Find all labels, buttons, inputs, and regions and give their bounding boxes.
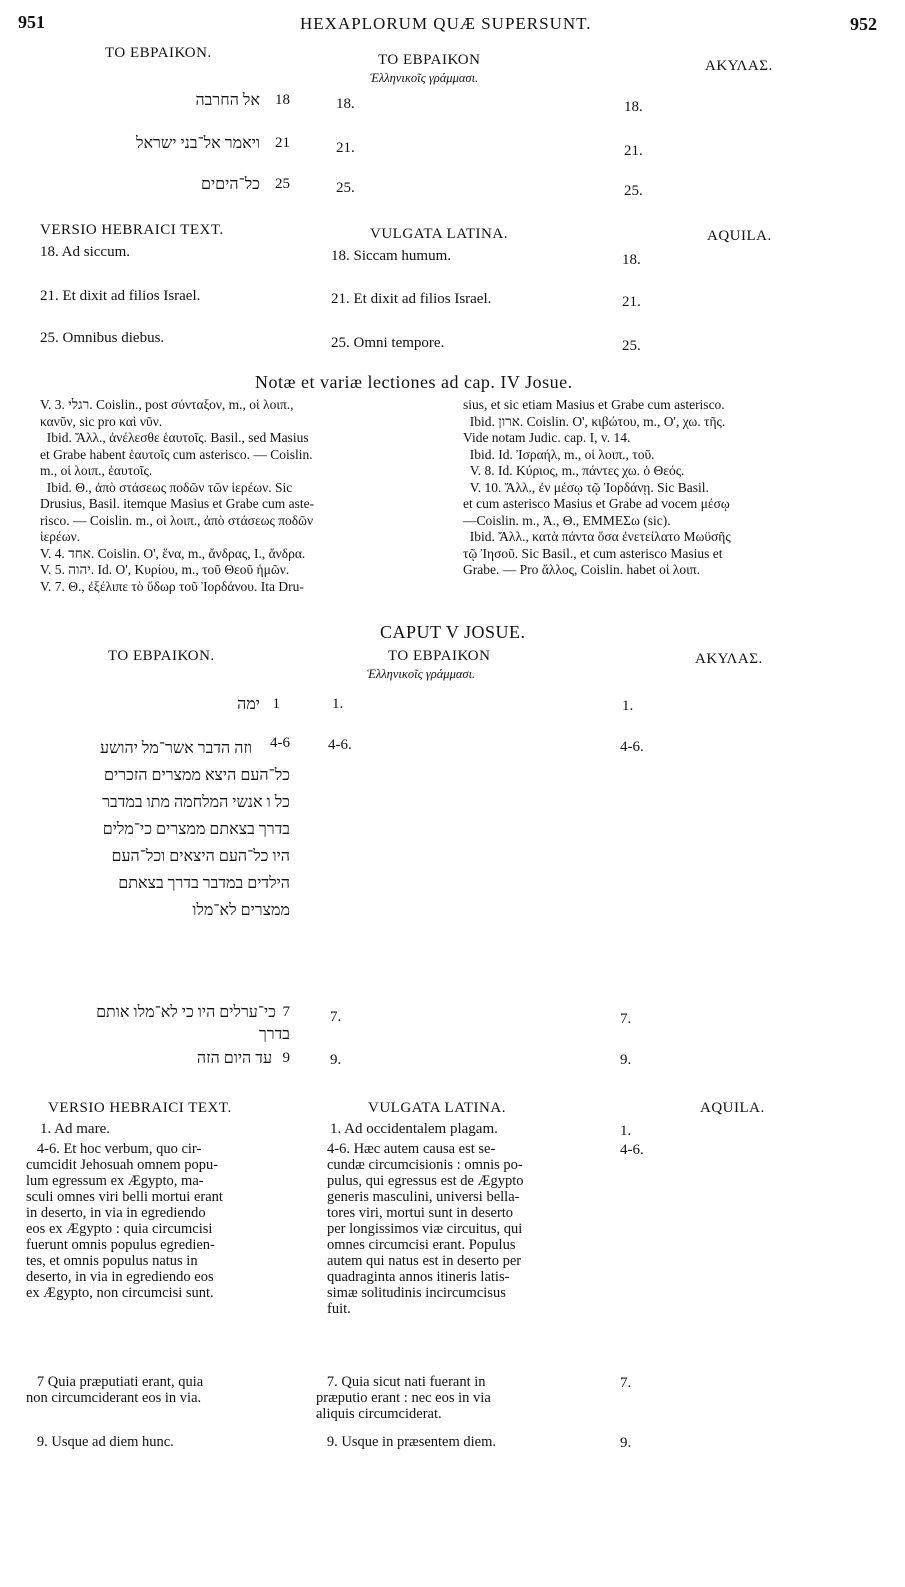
hebrew-text: ויאמר אל־בני ישראל [135, 135, 260, 152]
versio-column-head: VERSIO HEBRAICI TEXT. [48, 1100, 232, 1116]
hebrew-text-line: כל ו אנשי המלחמה מתו במדבר [102, 794, 290, 811]
hebrew-text-line: הילדים במדבר בדרך בצאתם [118, 875, 290, 892]
verse-number: 21 [275, 135, 290, 151]
vulgata-verse: 25. Omni tempore. [331, 335, 445, 351]
aquila-verse: 18. [624, 99, 643, 115]
aquila-verse: 4-6. [620, 739, 644, 755]
vulgata-verse: 21. Et dixit ad filios Israel. [331, 291, 492, 307]
translit-verse: 7. [330, 1009, 342, 1025]
notes-right-column: sius, et sic etiam Masius et Grabe cum asterisco. Ibid. ארון. Coislin. O', κιβώτου, m., O', χω. τῆς. Vide notam Judic. cap. I, v. 14. Ibid. Id. Ἰσραήλ, m., οἱ λοιπ., τοῦ. V. 8. Id. Κύριος, m., πάντες χω. ὁ Θεός. V. 10. Ἄλλ., ἐν μέσῳ τῷ Ἰορδάνῃ. Sic Basil. et cum asterisco Masius et Grabe ad vocem μέσῳ —Coislin. m., Ἀ., Θ., ΕΜΜΕΣω (sic). Ibid. Ἄλλ., κατὰ πάντα ὅσα ἐνετείλατο Μωϋσῆς τῷ Ἰησοῦ. Sic Basil., et cum asterisco Masius et Grabe. — Pro ἄλλος, Coislin. habet οἱ λοιπ. [463, 397, 731, 577]
hebrew-text: עד היום הזה [196, 1050, 272, 1067]
vulgata-verse: 9. Usque in præsentem diem. [316, 1434, 497, 1450]
versio-verse: 25. Omnibus diebus. [40, 330, 165, 346]
versio-verse: 21. Et dixit ad filios Israel. [40, 288, 201, 304]
aquila-latin-verse: 4-6. [620, 1142, 644, 1158]
verse-number: 7 [282, 1004, 290, 1020]
translit-verse: 9. [330, 1052, 342, 1068]
aquila-verse: 9. [620, 1052, 632, 1068]
translit-column-head: ΤΟ ΕΒΡΑΙΚΟΝ [378, 52, 481, 68]
aquila-verse: 21. [624, 143, 643, 159]
verse-number: 18 [275, 92, 290, 108]
hebrew-text-line: בדרך [258, 1026, 290, 1043]
translit-verse: 18. [336, 96, 355, 112]
versio-verse: 7 Quia præputiati erant, quia non circumciderant eos in via. [26, 1374, 204, 1406]
vulgata-verse: 18. Siccam humum. [331, 248, 451, 264]
aquila-latin-verse: 9. [620, 1435, 632, 1451]
vulgata-verse: 4-6. Hæc autem causa est se- cundæ circumcisionis : omnis po- pulus, qui egressus est de Ægypto generis masculini, universi bella- tores viri, mortui sunt in deserto per longissimos viæ circuitus, qui omnes circumcisi erant. Populus autem qui natus est in deserto per quadraginta annos itineris latis- simæ solitudinis incircumcisus fuit. [327, 1141, 524, 1317]
aquila-verse: 25. [624, 183, 643, 199]
vulgata-column-head: VULGATA LATINA. [370, 226, 508, 242]
hebrew-text: אל החרבה [195, 92, 260, 109]
aquila-column-head: ΑΚΥΛΑΣ. [695, 651, 763, 667]
page-number-left: 951 [18, 12, 45, 32]
translit-verse: 21. [336, 140, 355, 156]
hebrew-column-head: ΤΟ ΕΒΡΑΙΚΟΝ. [105, 45, 212, 61]
verse-number: 4-6 [270, 735, 290, 751]
hebrew-column-head: ΤΟ ΕΒΡΑΙΚΟΝ. [108, 648, 215, 664]
vulgata-column-head: VULGATA LATINA. [368, 1100, 506, 1116]
aquila-latin-verse: 18. [622, 252, 641, 268]
versio-verse: 9. Usque ad diem hunc. [26, 1434, 174, 1450]
versio-verse: 18. Ad siccum. [40, 244, 130, 260]
aquila-latin-verse: 25. [622, 338, 641, 354]
verse-number: 9 [282, 1050, 290, 1066]
notes-title: Notæ et variæ lectiones ad cap. IV Josue. [255, 372, 573, 392]
hebrew-text: ימה [237, 696, 260, 713]
hebrew-text-line: כי־ערלים היו כי לא־מלו אותם [96, 1004, 276, 1021]
hebrew-text-line: כל־העם היצא ממצרים הזכרים [104, 767, 290, 784]
vulgata-verse: 7. Quia sicut nati fuerant in præputio erant : nec eos in via aliquis circumciderat. [316, 1374, 491, 1422]
versio-verse: 1. Ad mare. [40, 1121, 110, 1137]
notes-left-column: V. 3. רגלי. Coislin., post σύνταξον, m., οἱ λοιπ., κανῦν, sic pro καὶ νῦν. Ibid. Ἄλλ., ἀνέλεσθε ἑαυτοῖς. Basil., sed Masius et Grabe habent ἑαυτοῖς cum asterisco. — Coislin. m., οἱ λοιπ., ἑαυτοῖς. Ibid. Θ., ἀπὸ στάσεως ποδῶν τῶν ἱερέων. Sic Drusius, Basil. itemque Masius et Grabe cum aste- risco. — Coislin. m., οἱ λοιπ., ἀπὸ στάσεως ποδῶν ἱερέων. V. 4. אחד. Coislin. O', ἕνα, m., ἄνδρας, Ι., ἄνδρα. V. 5. יהוה. Id. O', Κυρίου, m., τοῦ Θεοῦ ἡμῶν. V. 7. Θ., ἐξέλιπε τὸ ὕδωρ τοῦ Ἰορδάνου. Ita Dru- [40, 397, 315, 594]
aquila-latin-verse: 1. [620, 1123, 632, 1139]
translit-verse: 1. [332, 696, 344, 712]
translit-column-subhead: Ἑλληνικοῖς γράμμασι. [370, 71, 479, 85]
hebrew-text-line: וזה הדבר אשר־מל יהושע [100, 740, 252, 757]
hebrew-row-7 [15, 1004, 290, 1048]
verse-number: 25 [275, 176, 290, 192]
chapter-title: CAPUT V JOSUE. [380, 622, 526, 642]
page-number-right: 952 [850, 14, 877, 34]
hebrew-text-line: בדרך בצאתם ממצרים כי־מלים [102, 821, 290, 838]
aquila-latin-head: AQUILA. [700, 1100, 765, 1116]
hebrew-text: כל־היםים [201, 176, 260, 193]
aquila-latin-verse: 7. [620, 1375, 632, 1391]
aquila-verse: 7. [620, 1011, 632, 1027]
running-title: HEXAPLORUM QUÆ SUPERSUNT. [300, 14, 592, 33]
aquila-column-head: ΑΚΥΛΑΣ. [705, 58, 773, 74]
hebrew-text-line: היו כל־העם היצאים וכל־העם [111, 848, 290, 865]
hebrew-text-line: ממצרים לא־מלו [192, 902, 290, 919]
translit-verse: 4-6. [328, 737, 352, 753]
vulgata-verse: 1. Ad occidentalem plagam. [330, 1121, 498, 1137]
aquila-latin-head: AQUILA. [707, 228, 772, 244]
aquila-verse: 1. [622, 698, 634, 714]
hebrew-row-4-6 [15, 735, 290, 920]
verse-number: 1 [272, 696, 280, 712]
translit-verse: 25. [336, 180, 355, 196]
aquila-latin-verse: 21. [622, 294, 641, 310]
versio-column-head: VERSIO HEBRAICI TEXT. [40, 222, 224, 238]
versio-verse: 4-6. Et hoc verbum, quo cir- cumcidit Jehosuah omnem popu- lum egressum ex Ægypto, ma- sculi omnes viri belli mortui erant in deserto, in via in egrediendo eos ex Ægypto : quia circumcisi fuerunt omnis populus egredien- tes, et omnis populus natus in deserto, in via in egrediendo eos ex Ægypto, non circumcisi sunt. [26, 1141, 223, 1301]
translit-column-subhead: Ἑλληνικοῖς γράμμασι. [367, 667, 476, 681]
translit-column-head: ΤΟ ΕΒΡΑΙΚΟΝ [388, 648, 491, 664]
